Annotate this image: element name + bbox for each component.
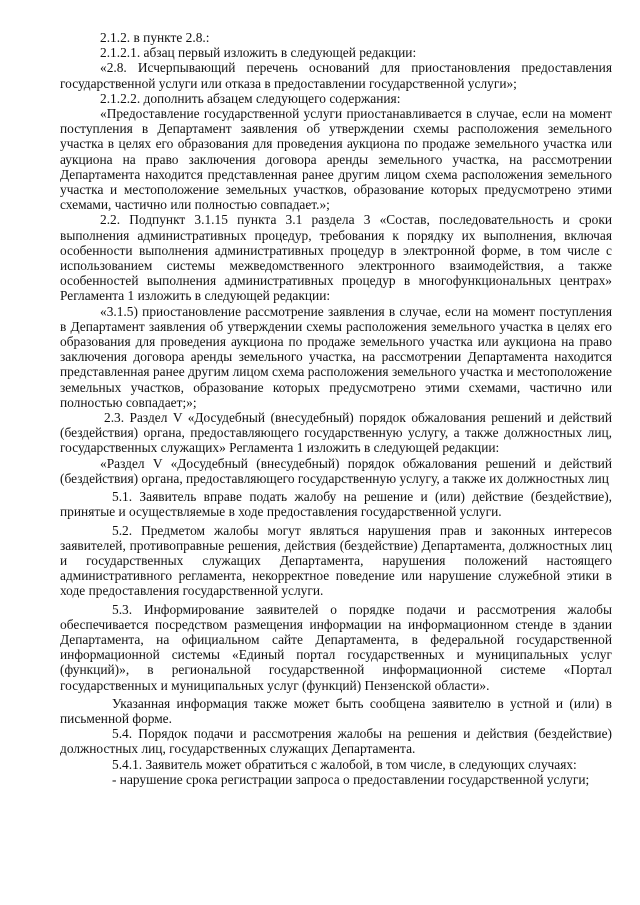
paragraph-5-4-1: 5.4.1. Заявитель может обратиться с жалобой, в том числе, в следующих случаях:: [112, 756, 577, 772]
paragraph-suspension-quote: «Предоставление государственной услуги приостанавливается в случае, если на момент поступления в Департамент заявления об утверждении схемы расположения земельного участка в целях его образования для проведения аукциона по продаже земельного участка или аукциона на право заключения договора аренды земельного участка, на рассмотрении Департамента находится представленная ранее другим лицом схема расположения земельного участка и местоположение земельных участков, образование которых предусмотрено этими схемами, частично или полностью совпадает.»;: [60, 106, 612, 213]
paragraph-2-2: 2.2. Подпункт 3.1.15 пункта 3.1 раздела 3 «Состав, последовательность и сроки выполнения административных процедур, требования к порядку их выполнения, включая особенности выполнения административных процедур в электронной форме, в том числе с использованием системы межведомственного электронного взаимодействия, а также особенностей выполнения административных процедур в многофункциональных центрах» Регламента 1 изложить в следующей редакции:: [60, 212, 612, 304]
paragraph-5-2: 5.2. Предметом жалобы могут являться нарушения прав и законных интересов заявителей, противоправные решения, действия (бездействие) Департамента, должностных лиц и государственных служащих Департамента, нарушения положений настоящего административного регламента, некорректное поведение или нарушение служебной этики в ходе предоставления государственной услуги.: [60, 522, 612, 599]
paragraph-2-3: 2.3. Раздел V «Досудебный (внесудебный) порядок обжалования решений и действий (бездействия) органа, предоставляющего государственную услугу, а также должностных лиц, государственных служащих» Регламента 1 изложить в следующей редакции:: [60, 410, 612, 456]
paragraph-3-1-5-quote: «3.1.5) приостановление рассмотрение заявления в случае, если на момент поступления в Департамент заявления об утверждении схемы расположения земельного участка в целях его образования для проведения аукциона по продаже земельного участка или аукциона на право заключения договора аренды земельного участка, на рассмотрении Департамента находится представленная ранее другим лицом схема расположения земельного участка и местоположение земельных участков, образование которых предусмотрено этими схемами, частично или полностью совпадает;»;: [60, 303, 612, 410]
paragraph-section-v-title: «Раздел V «Досудебный (внесудебный) порядок обжалования решений и действий (бездействия) органа, предоставляющего государственную услугу, а также их должностных лиц: [60, 455, 612, 486]
paragraph-2-8-quote: «2.8. Исчерпывающий перечень оснований для приостановления предоставления государственной услуги или отказа в предоставлении государственной услуги»;: [60, 60, 612, 91]
paragraph-list-item-1: - нарушение срока регистрации запроса о предоставлении государственной услуги;: [112, 771, 590, 787]
paragraph-5-1: 5.1. Заявитель вправе подать жалобу на решение и (или) действие (бездействие), принятые и осуществляемые в ходе предоставления государственной услуги.: [60, 489, 612, 520]
paragraph-info-note: Указанная информация также может быть сообщена заявителю в устной и (или) в письменной форме.: [60, 695, 612, 726]
paragraph-5-4: 5.4. Порядок подачи и рассмотрения жалобы на решения и действия (бездействие) должностных лиц, государственных служащих Департамента.: [60, 726, 612, 757]
paragraph-2-1-2-1: 2.1.2.1. абзац первый изложить в следующей редакции:: [100, 45, 417, 61]
document-page: [60, 30, 612, 787]
paragraph-2-1-2-2: 2.1.2.2. дополнить абзацем следующего содержания:: [100, 90, 401, 106]
paragraph-5-3: 5.3. Информирование заявителей о порядке подачи и рассмотрения жалобы обеспечивается посредством размещения информации на информационном стенде в здании Департамента, на официальном сайте Департамента, в федеральной государственной информационной системы «Единый портал государственных и муниципальных услуг (функций)», в региональной государственной информационной системе «Портал государственных и муниципальных услуг (функций) Пензенской области».: [60, 601, 612, 693]
paragraph-2-1-2: 2.1.2. в пункте 2.8.:: [100, 30, 210, 45]
